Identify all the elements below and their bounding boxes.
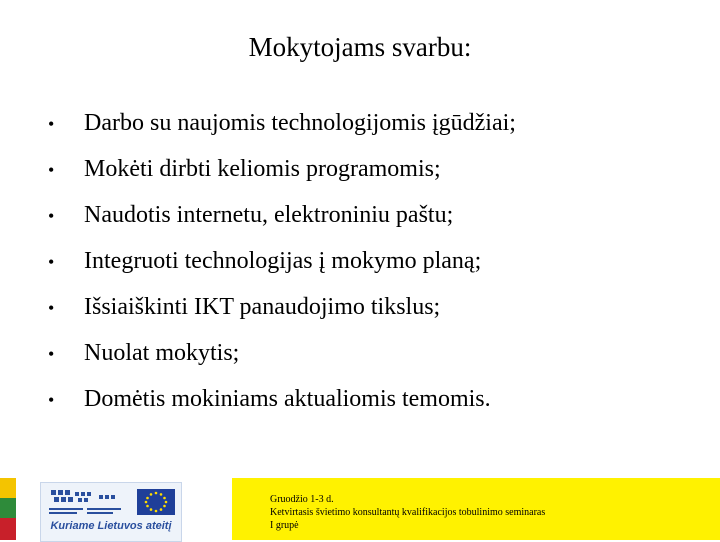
list-item-text: Nuolat mokytis; xyxy=(84,340,240,366)
footer-seminar: Ketvirtasis švietimo konsultantų kvalifikacijos tobulinimo seminaras xyxy=(270,507,546,518)
list-item-text: Darbo su naujomis technologijomis įgūdžiai; xyxy=(84,110,516,136)
flag-stripe-red xyxy=(0,518,16,540)
footer-date: Gruodžio 1-3 d. xyxy=(270,494,334,505)
slide-title: Mokytojams svarbu: xyxy=(248,32,472,62)
list-item-text: Integruoti technologijas į mokymo planą; xyxy=(84,248,482,274)
list-item xyxy=(48,294,516,340)
list-item xyxy=(48,110,516,156)
bullet-icon: • xyxy=(48,160,55,180)
bullet-icon: • xyxy=(48,206,55,226)
list-item-text: Mokėti dirbti keliomis programomis; xyxy=(84,156,441,182)
footer-text xyxy=(270,493,545,532)
bullet-icon: • xyxy=(48,344,55,364)
eu-flag-icon xyxy=(137,489,175,515)
footer xyxy=(0,478,720,540)
flag-stripe-yellow xyxy=(0,478,16,498)
bullet-icon: • xyxy=(48,114,55,134)
list-item xyxy=(48,202,516,248)
list-item xyxy=(48,248,516,294)
bullet-icon: • xyxy=(48,298,55,318)
list-item-text: Naudotis internetu, elektroniniu paštu; xyxy=(84,202,454,228)
list-item-text: Domėtis mokiniams aktualiomis temomis. xyxy=(84,386,491,412)
bullet-icon: • xyxy=(48,252,55,272)
ministry-logo-icon xyxy=(47,487,125,517)
list-item xyxy=(48,386,516,432)
footer-group: I grupė xyxy=(270,520,299,531)
list-item-text: Išsiaiškinti IKT panaudojimo tikslus; xyxy=(84,294,441,320)
sponsor-logo xyxy=(40,482,182,542)
bullet-icon: • xyxy=(48,390,55,410)
logo-tagline: Kuriame Lietuvos ateitį xyxy=(50,520,172,532)
footer-info-panel xyxy=(232,478,720,540)
bullet-list xyxy=(48,110,516,432)
list-item xyxy=(48,340,516,386)
flag-stripe-green xyxy=(0,498,16,518)
list-item xyxy=(48,156,516,202)
